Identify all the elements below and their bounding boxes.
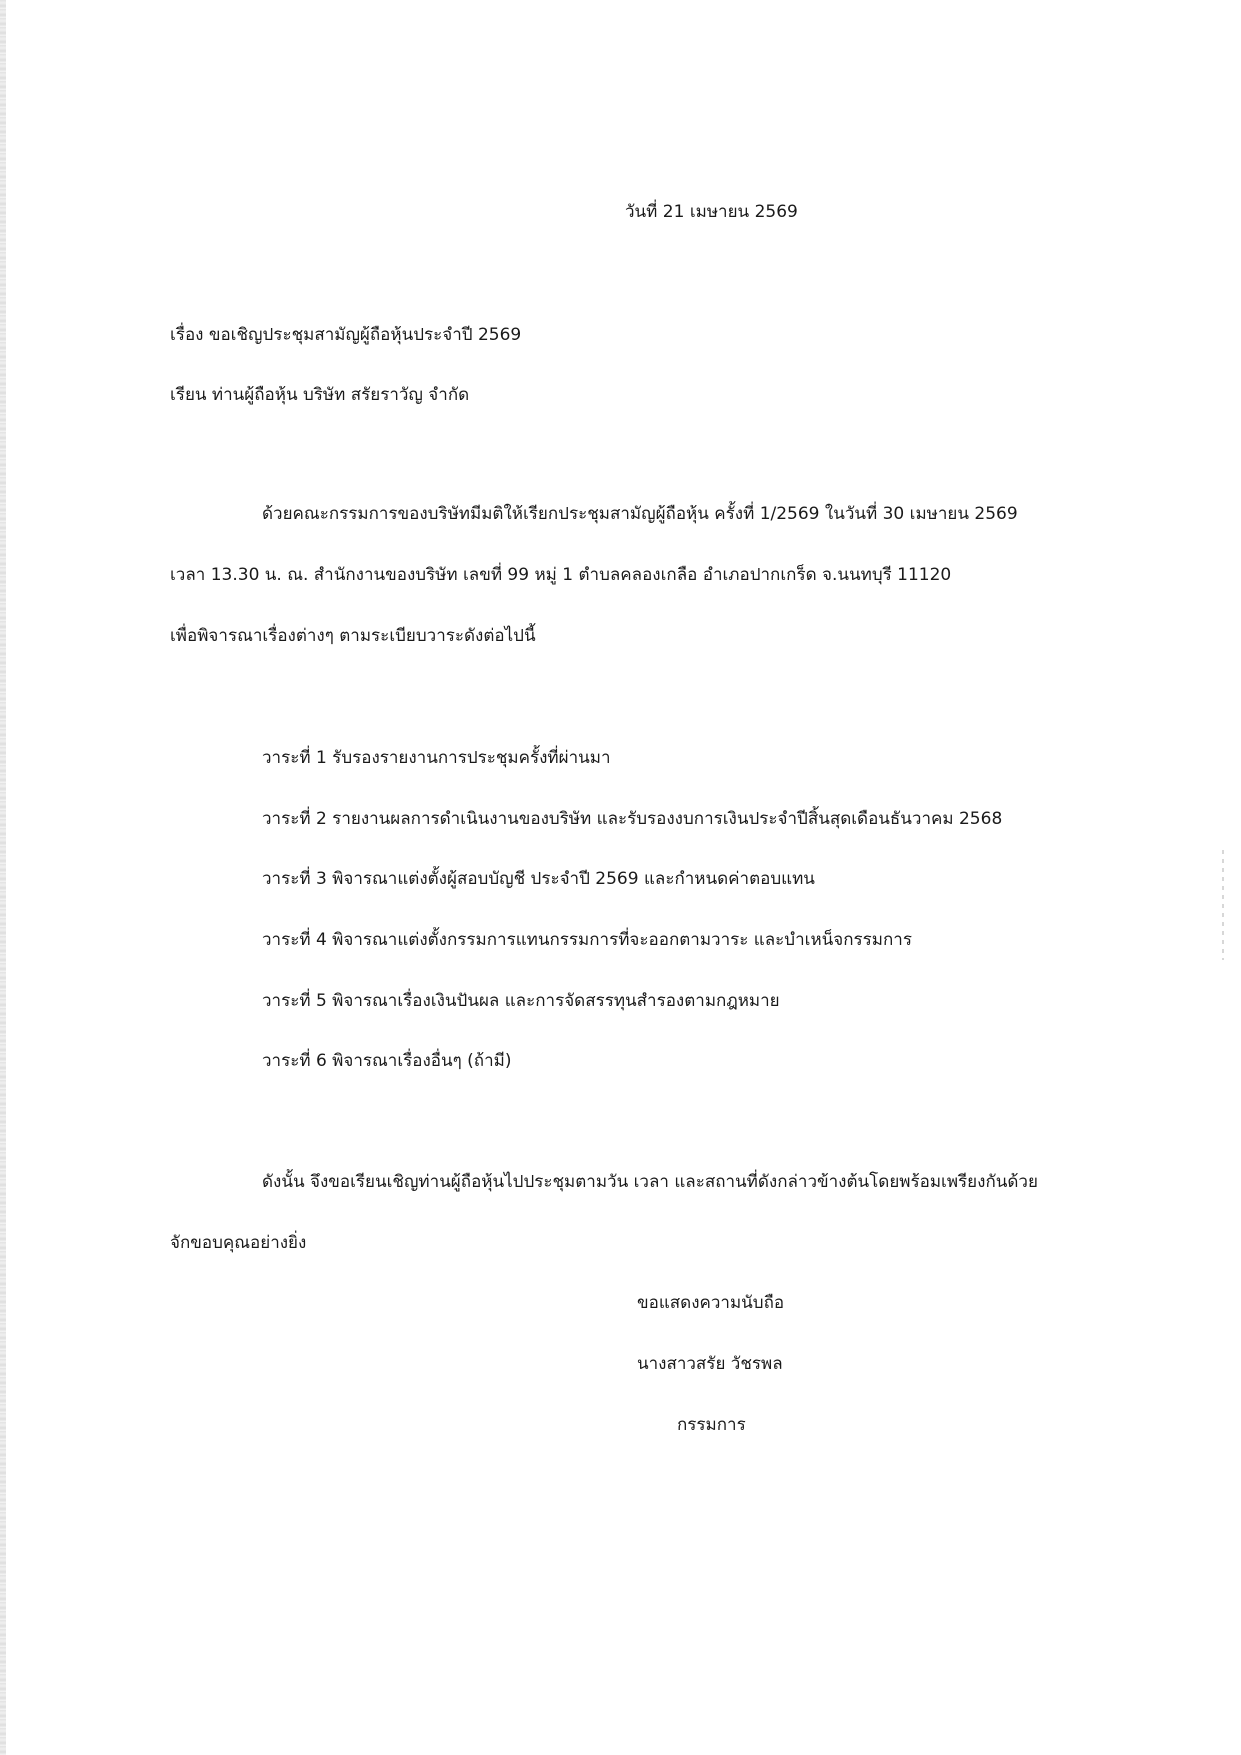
scan-mark-artifact — [1222, 850, 1224, 960]
body-line-3: เพื่อพิจารณาเรื่องต่างๆ ตามระเบียบวาระดังต่อไปนี้ — [170, 626, 536, 646]
closing-line-2: จักขอบคุณอย่างยิ่ง — [170, 1233, 307, 1253]
letter-recipient: เรียน ท่านผู้ถือหุ้น บริษัท สรัยราวัญ จำกัด — [170, 385, 470, 405]
agenda-item-5: วาระที่ 5 พิจารณาเรื่องเงินปันผล และการจัดสรรทุนสำรองตามกฎหมาย — [262, 991, 780, 1011]
agenda-item-6: วาระที่ 6 พิจารณาเรื่องอื่นๆ (ถ้ามี) — [262, 1051, 512, 1071]
body-line-1: ด้วยคณะกรรมการของบริษัทมีมติให้เรียกประชุมสามัญผู้ถือหุ้น ครั้งที่ 1/2569 ในวันที่ 30 เมษายน 2569 — [262, 504, 1018, 524]
agenda-item-1: วาระที่ 1 รับรองรายงานการประชุมครั้งที่ผ่านมา — [262, 748, 611, 768]
body-line-2: เวลา 13.30 น. ณ. สำนักงานของบริษัท เลขที่ 99 หมู่ 1 ตำบลคลองเกลือ อำเภอปากเกร็ด จ.นนทบุรี 11120 — [170, 565, 952, 585]
signature-title: กรรมการ — [677, 1415, 746, 1435]
signature-name: นางสาวสรัย วัชรพล — [637, 1354, 783, 1374]
agenda-item-4: วาระที่ 4 พิจารณาแต่งตั้งกรรมการแทนกรรมการที่จะออกตามวาระ และบำเหน็จกรรมการ — [262, 930, 912, 950]
scan-edge-artifact — [0, 0, 6, 1755]
agenda-item-2: วาระที่ 2 รายงานผลการดำเนินงานของบริษัท และรับรองงบการเงินประจำปีสิ้นสุดเดือนธันวาคม 2568 — [262, 809, 1003, 829]
signature-regards: ขอแสดงความนับถือ — [637, 1293, 785, 1313]
closing-line-1: ดังนั้น จึงขอเรียนเชิญท่านผู้ถือหุ้นไปประชุมตามวัน เวลา และสถานที่ดังกล่าวข้างต้นโดยพร้อมเพรียงกันด้วย — [262, 1172, 1038, 1192]
letter-subject: เรื่อง ขอเชิญประชุมสามัญผู้ถือหุ้นประจำปี 2569 — [170, 325, 522, 345]
agenda-item-3: วาระที่ 3 พิจารณาแต่งตั้งผู้สอบบัญชี ประจำปี 2569 และกำหนดค่าตอบแทน — [262, 869, 815, 889]
letter-date: วันที่ 21 เมษายน 2569 — [625, 202, 798, 222]
